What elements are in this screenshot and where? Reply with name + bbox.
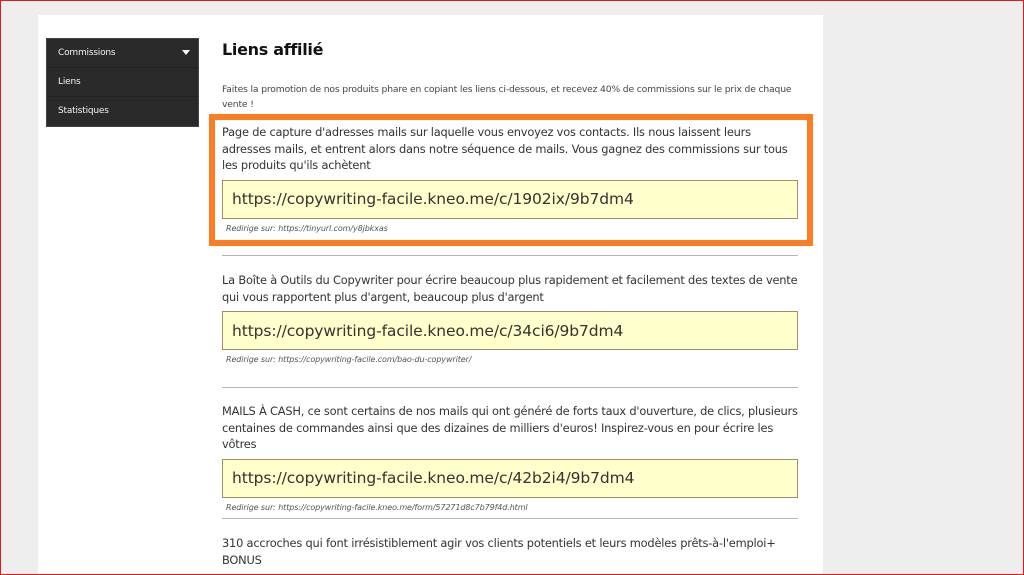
sidebar-item-label: Statistiques	[58, 106, 109, 116]
link-description: Page de capture d'adresses mails sur laquelle vous envoyez vos contacts. Ils nous laissent leurs adresses mails, et entrent alors dans notre séquence de mails. Vous gagnez des commissions sur tous les produits qu'ils achètent	[222, 125, 788, 172]
affiliate-url-input[interactable]	[222, 180, 798, 219]
link-description: 310 accroches qui font irrésistiblement agir vos clients potentiels et leurs modèles prêts-à-l'emploi+ BONUS	[222, 536, 776, 567]
affiliate-url-input[interactable]	[222, 459, 798, 498]
link-description: MAILS À CASH, ce sont certains de nos mails qui ont généré de forts taux d'ouverture, de clics, plusieurs centaines de commandes ainsi que des dizaines de milliers d'euros! Inspirez-vous en pour écrire les vôtres	[222, 404, 798, 451]
affiliate-link-block	[222, 535, 798, 568]
sidebar	[46, 38, 199, 127]
affiliate-link-block	[222, 403, 798, 512]
redirect-text: Redirige sur: https://copywriting-facile.com/bao-du-copywriter/	[226, 355, 472, 364]
sidebar-item-commissions[interactable]	[47, 39, 198, 68]
redirect-text: Redirige sur: https://tinyurl.com/y8jbkxas	[226, 223, 388, 233]
link-description: La Boîte à Outils du Copywriter pour écrire beaucoup plus rapidement et facilement des textes de vente qui vous rapportent plus d'argent, beaucoup plus d'argent	[222, 273, 798, 304]
affiliate-url-input[interactable]	[222, 311, 798, 350]
redirect-text: Redirige sur: https://copywriting-facile.kneo.me/form/57271d8c7b79f4d.html	[226, 502, 528, 512]
divider	[222, 255, 798, 256]
affiliate-link-block	[222, 272, 798, 364]
sidebar-item-liens[interactable]	[47, 68, 198, 97]
divider	[222, 518, 798, 519]
intro-text: Faites la promotion de nos produits phare en copiant les liens ci-dessous, et recevez 40% de commissions sur le prix de chaque vente !	[222, 84, 792, 110]
page-title: Liens affilié	[222, 40, 324, 59]
caret-down-icon[interactable]	[182, 50, 190, 55]
divider	[222, 387, 798, 388]
sidebar-item-label: Liens	[58, 77, 81, 87]
sidebar-item-statistiques[interactable]	[47, 97, 198, 126]
sidebar-item-label: Commissions	[58, 48, 116, 58]
affiliate-link-block	[222, 124, 798, 233]
